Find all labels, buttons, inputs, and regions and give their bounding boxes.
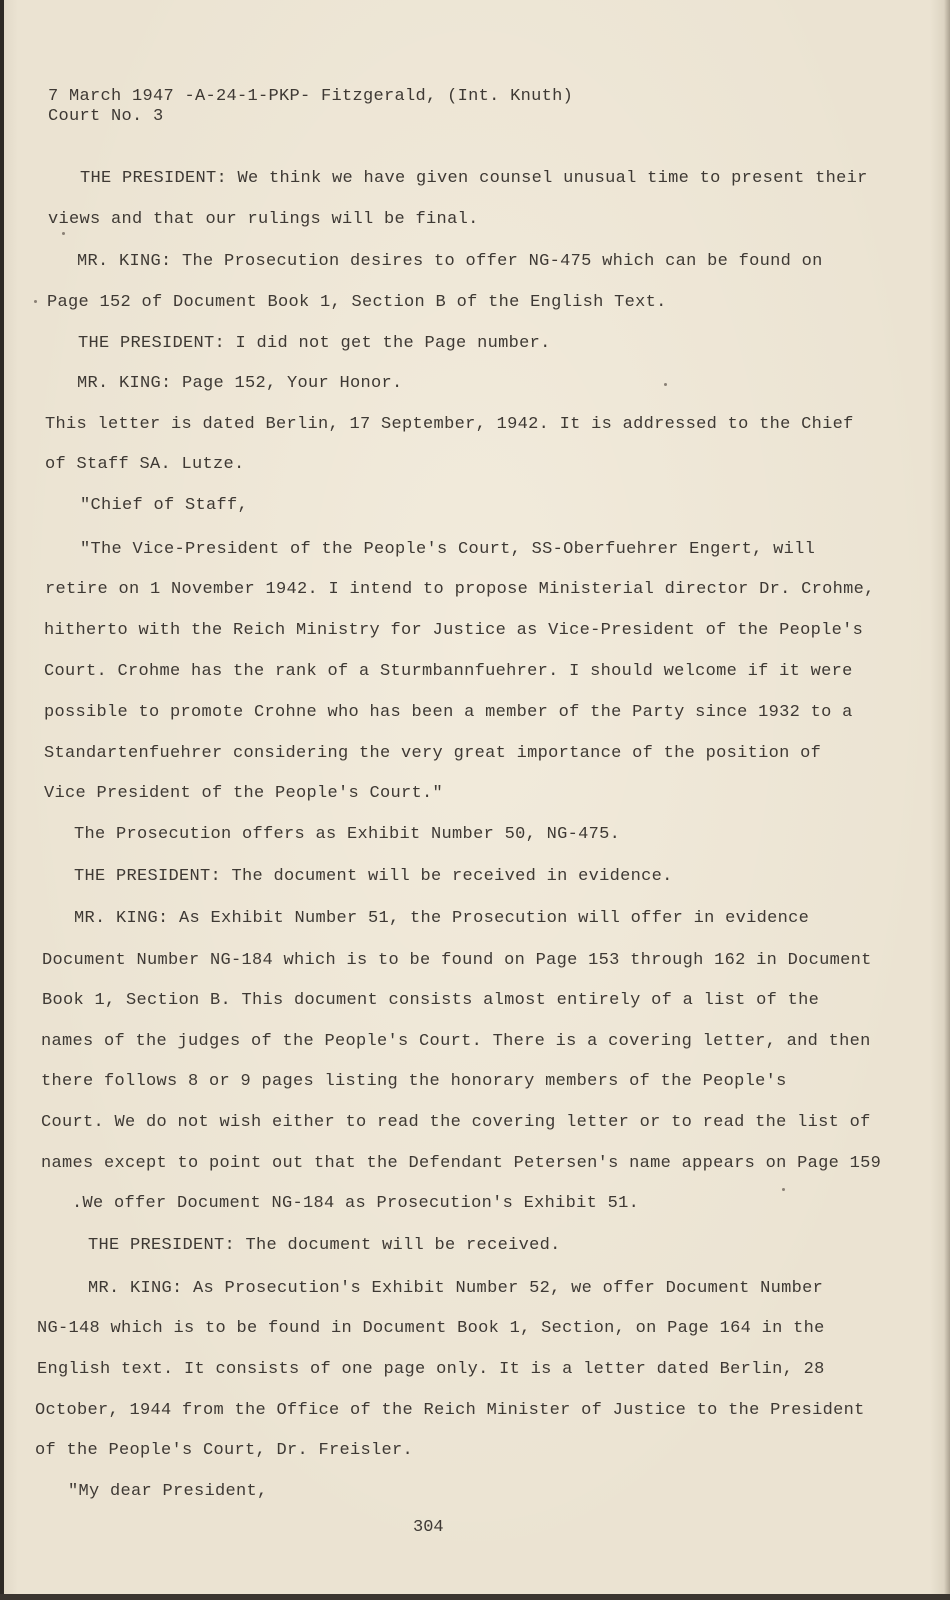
page-number: 304 (413, 1518, 444, 1537)
header-line-2: Court No. 3 (48, 107, 164, 126)
transcript-line: views and that our rulings will be final. (48, 210, 479, 229)
transcript-line: English text. It consists of one page only. It is a letter dated Berlin, 28 (37, 1360, 825, 1379)
transcript-line: Standartenfuehrer considering the very great importance of the position of (44, 744, 822, 763)
scan-speck (62, 232, 65, 235)
scan-bottom-edge (0, 1594, 950, 1600)
scan-speck (34, 300, 37, 303)
transcript-line: MR. KING: As Prosecution's Exhibit Number 52, we offer Document Number (88, 1279, 824, 1298)
transcript-line: retire on 1 November 1942. I intend to propose Ministerial director Dr. Crohme, (45, 580, 875, 599)
transcript-line: MR. KING: The Prosecution desires to offer NG-475 which can be found on (77, 252, 823, 271)
transcript-line: "My dear President, (68, 1482, 268, 1501)
transcript-line: there follows 8 or 9 pages listing the honorary members of the People's (41, 1072, 787, 1091)
transcript-line: .We offer Document NG-184 as Prosecution's Exhibit 51. (72, 1194, 640, 1213)
transcript-line: October, 1944 from the Office of the Reich Minister of Justice to the President (35, 1401, 865, 1420)
transcript-line: Document Number NG-184 which is to be found on Page 153 through 162 in Document (42, 951, 872, 970)
transcript-line: hitherto with the Reich Ministry for Justice as Vice-President of the People's (44, 621, 864, 640)
transcript-line: of the People's Court, Dr. Freisler. (35, 1441, 414, 1460)
transcript-line: THE PRESIDENT: We think we have given counsel unusual time to present their (80, 169, 868, 188)
scan-speck (782, 1188, 785, 1191)
transcript-line: Page 152 of Document Book 1, Section B of the English Text. (47, 293, 667, 312)
scan-left-edge (0, 0, 4, 1600)
transcript-line: Court. Crohme has the rank of a Sturmbannfuehrer. I should welcome if it were (44, 662, 853, 681)
transcript-line: MR. KING: Page 152, Your Honor. (77, 374, 403, 393)
header-line-1: 7 March 1947 -A-24-1-PKP- Fitzgerald, (Int. Knuth) (48, 87, 574, 106)
transcript-line: of Staff SA. Lutze. (45, 455, 245, 474)
transcript-line: "Chief of Staff, (80, 496, 249, 515)
transcript-line: THE PRESIDENT: The document will be received. (88, 1236, 561, 1255)
transcript-line: THE PRESIDENT: I did not get the Page number. (78, 334, 551, 353)
scan-right-edge (944, 0, 950, 1600)
transcript-line: Vice President of the People's Court." (44, 784, 444, 803)
transcript-line: This letter is dated Berlin, 17 September, 1942. It is addressed to the Chief (45, 415, 854, 434)
transcript-line: names of the judges of the People's Court. There is a covering letter, and then (41, 1032, 871, 1051)
transcript-line: The Prosecution offers as Exhibit Number 50, NG-475. (74, 825, 621, 844)
transcript-line: Court. We do not wish either to read the covering letter or to read the list of (41, 1113, 871, 1132)
transcript-line: possible to promote Crohne who has been a member of the Party since 1932 to a (44, 703, 853, 722)
transcript-line: THE PRESIDENT: The document will be received in evidence. (74, 867, 673, 886)
transcript-line: names except to point out that the Defendant Petersen's name appears on Page 159 (41, 1154, 882, 1173)
scan-speck (664, 383, 667, 386)
transcript-line: "The Vice-President of the People's Court, SS-Oberfuehrer Engert, will (80, 540, 816, 559)
transcript-line: Book 1, Section B. This document consists almost entirely of a list of the (42, 991, 820, 1010)
transcript-line: MR. KING: As Exhibit Number 51, the Prosecution will offer in evidence (74, 909, 810, 928)
transcript-line: NG-148 which is to be found in Document Book 1, Section, on Page 164 in the (37, 1319, 825, 1338)
